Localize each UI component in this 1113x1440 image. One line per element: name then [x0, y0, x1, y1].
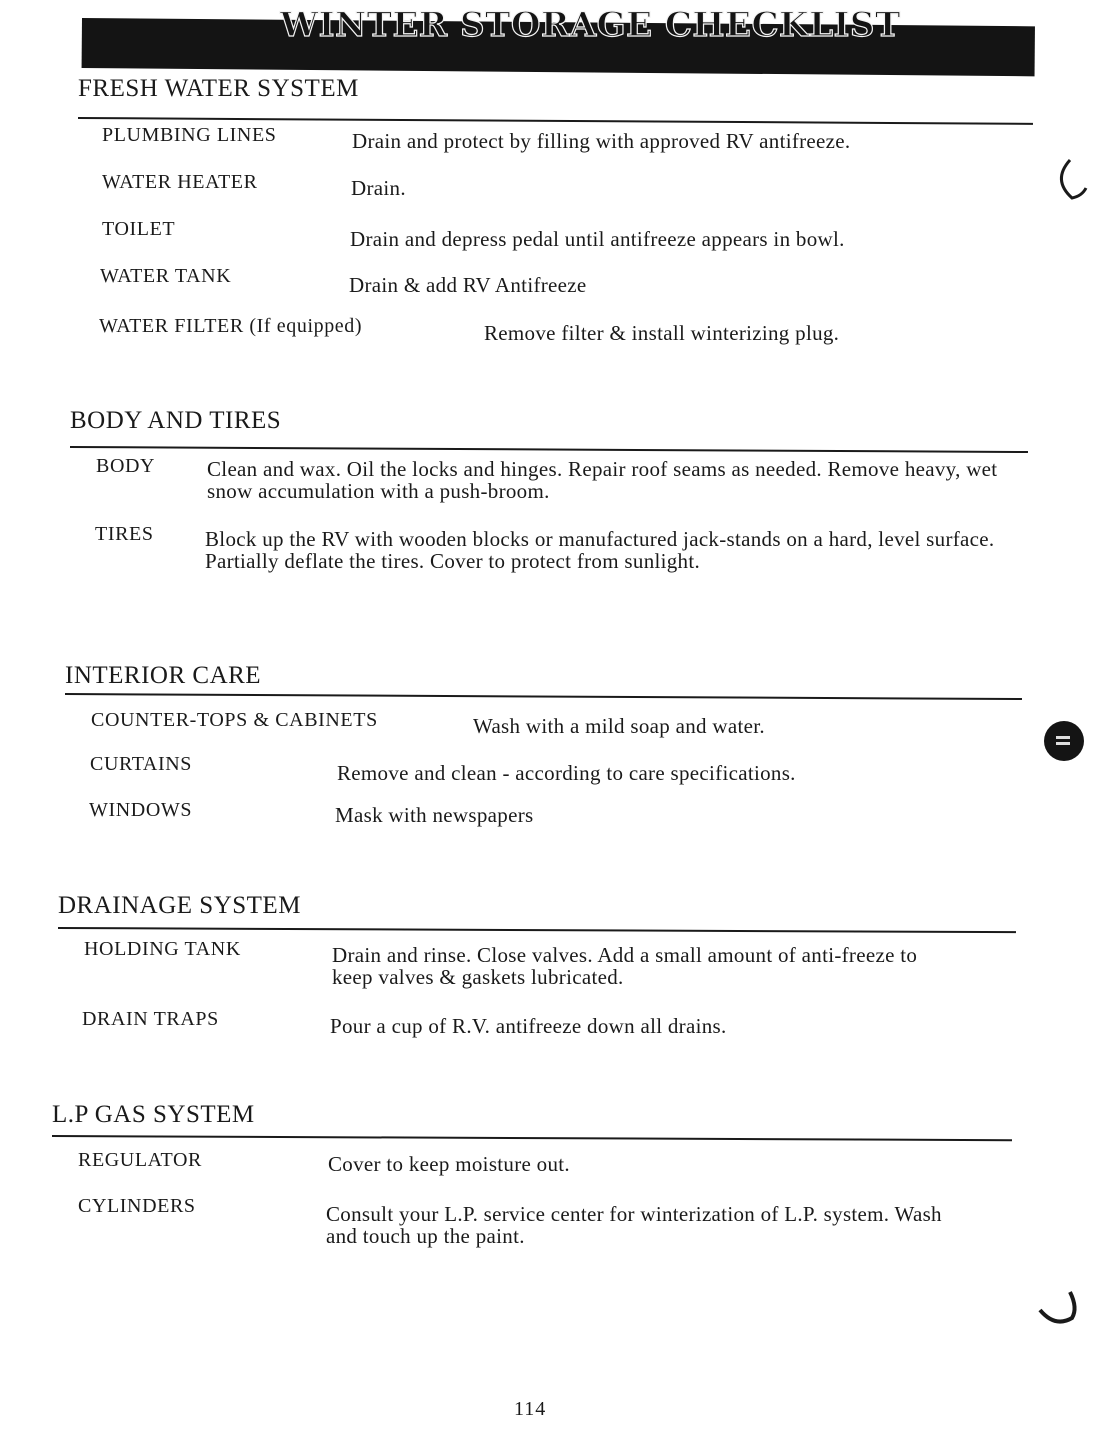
item-desc-water-tank: Drain & add RV Antifreeze	[349, 273, 587, 297]
item-label-plumbing-lines: PLUMBING LINES	[102, 124, 277, 146]
section-title-drainage: DRAINAGE SYSTEM	[58, 892, 301, 919]
binder-hole-mark-bottom	[1030, 1280, 1090, 1340]
item-label-curtains: CURTAINS	[90, 753, 193, 775]
item-desc-tires: Block up the RV with wooden blocks or manufactured jack-stands on a hard, level surface. Partially deflate the tires. Cover to protect from sunlight.	[205, 527, 995, 573]
section-title-fresh-water: FRESH WATER SYSTEM	[78, 75, 359, 102]
item-label-windows: WINDOWS	[89, 799, 193, 821]
page-number: 114	[514, 1398, 547, 1420]
item-label-body: BODY	[96, 455, 156, 477]
binder-hole-mark-top	[1040, 150, 1100, 210]
section-title-lp-gas: L.P GAS SYSTEM	[52, 1101, 255, 1128]
item-desc-windows: Mask with newspapers	[335, 803, 534, 827]
item-desc-holding-tank: Drain and rinse. Close valves. Add a small amount of anti-freeze to keep valves & gaskets lubricated.	[332, 943, 918, 989]
item-desc-drain-traps: Pour a cup of R.V. antifreeze down all drains.	[330, 1014, 727, 1038]
binder-hole-mark-middle	[1030, 710, 1090, 770]
item-label-tires: TIRES	[95, 523, 154, 545]
item-desc-water-filter: Remove filter & install winterizing plug.	[484, 321, 840, 345]
item-label-water-filter: WATER FILTER (If equipped)	[99, 315, 363, 337]
page-title: WINTER STORAGE CHECKLIST	[280, 5, 901, 45]
item-desc-plumbing-lines: Drain and protect by filling with approved RV antifreeze.	[352, 129, 851, 153]
item-desc-curtains: Remove and clean - according to care specifications.	[337, 761, 796, 785]
item-desc-body: Clean and wax. Oil the locks and hinges. Repair roof seams as needed. Remove heavy, wet snow accumulation with a push-broom.	[207, 457, 998, 503]
section-title-body-tires: BODY AND TIRES	[70, 407, 282, 434]
item-desc-toilet: Drain and depress pedal until antifreeze appears in bowl.	[350, 227, 845, 251]
item-desc-water-heater: Drain.	[351, 176, 406, 200]
item-label-drain-traps: DRAIN TRAPS	[82, 1008, 219, 1030]
item-label-regulator: REGULATOR	[78, 1149, 202, 1171]
item-label-holding-tank: HOLDING TANK	[84, 938, 241, 960]
item-desc-regulator: Cover to keep moisture out.	[328, 1152, 570, 1176]
item-desc-counter-tops: Wash with a mild soap and water.	[473, 714, 765, 738]
item-label-cylinders: CYLINDERS	[78, 1195, 196, 1217]
item-label-water-heater: WATER HEATER	[102, 171, 258, 193]
item-label-counter-tops: COUNTER-TOPS & CABINETS	[91, 709, 378, 731]
item-label-toilet: TOILET	[102, 218, 176, 240]
section-title-interior: INTERIOR CARE	[65, 662, 262, 689]
item-desc-cylinders: Consult your L.P. service center for winterization of L.P. system. Wash and touch up the paint.	[326, 1202, 942, 1248]
section-rule	[52, 1135, 1012, 1141]
item-label-water-tank: WATER TANK	[100, 265, 232, 287]
